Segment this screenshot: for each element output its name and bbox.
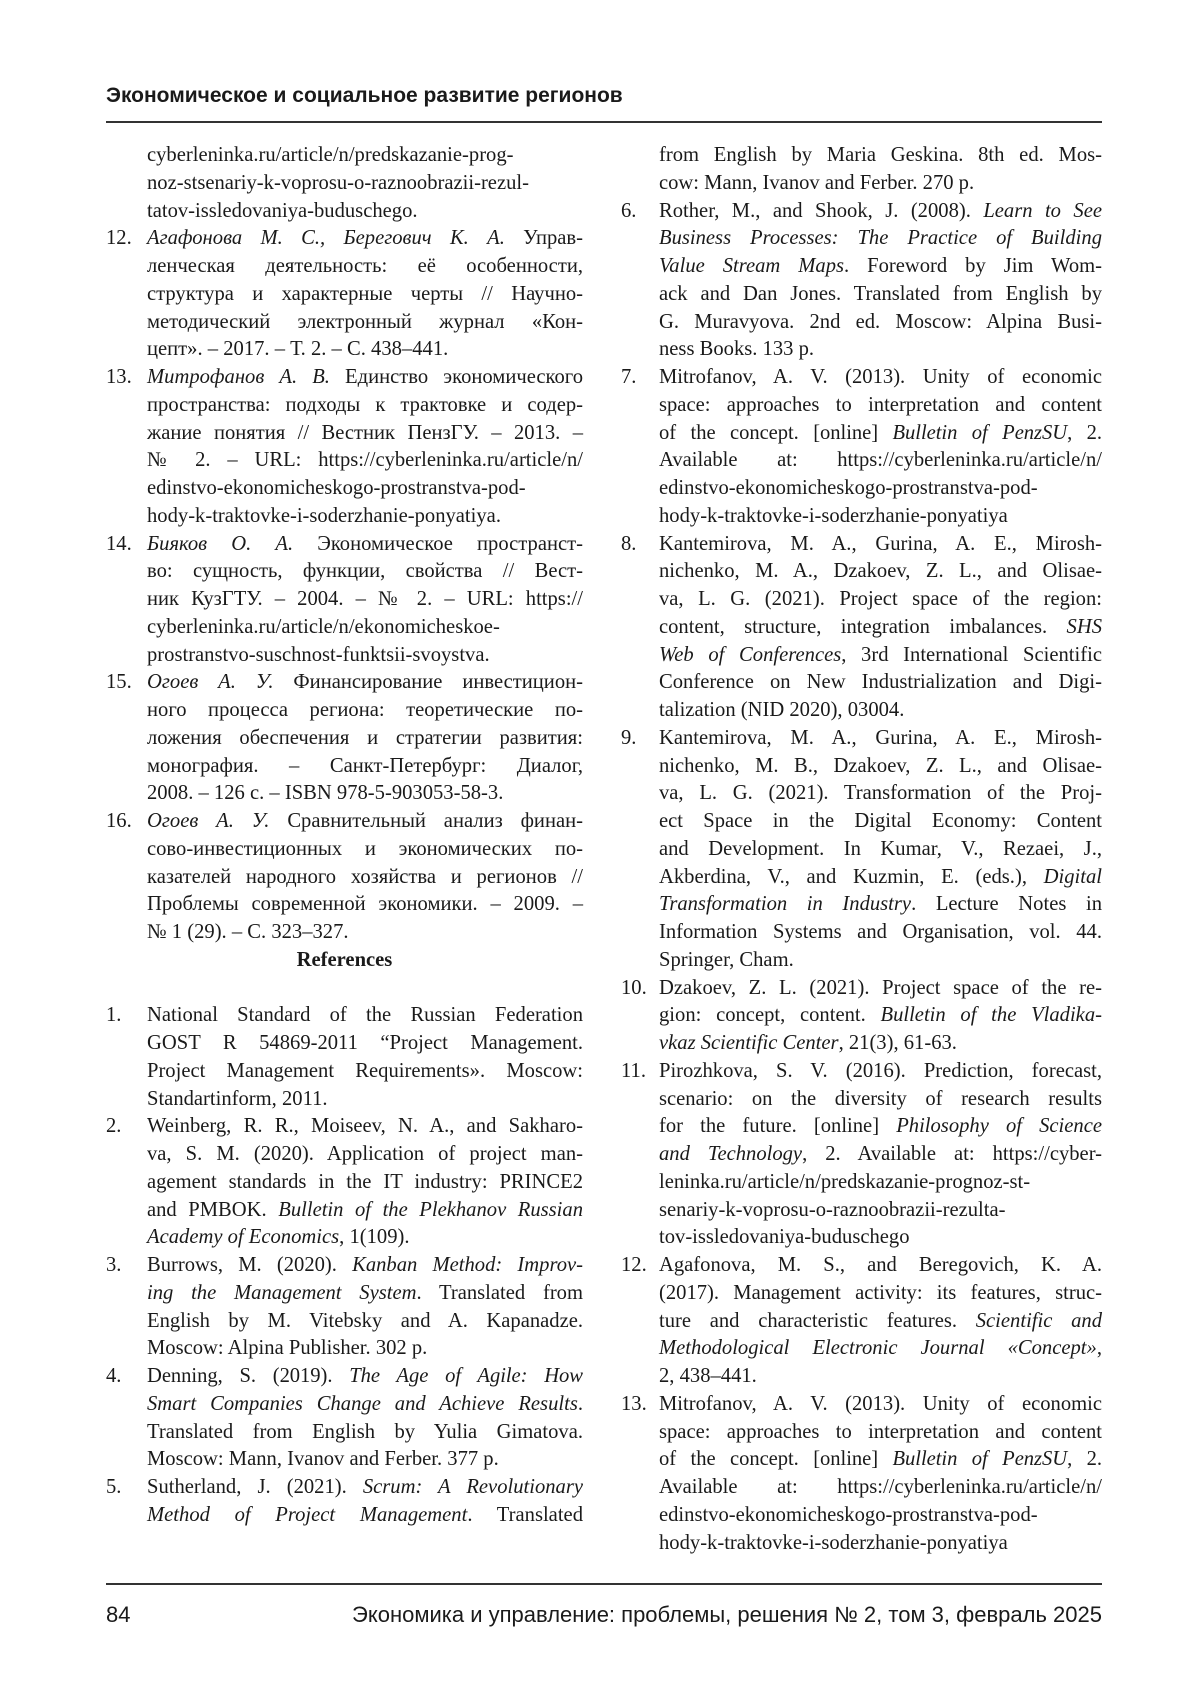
line-text: во: сущность, функции, свойства // Вест- bbox=[147, 560, 583, 582]
text-line bbox=[147, 1419, 583, 1447]
text-line bbox=[147, 919, 583, 947]
line-text: ness Books. 133 p. bbox=[659, 338, 814, 360]
italic-title: Scientific and bbox=[976, 1310, 1102, 1332]
italic-title: Digital bbox=[1044, 866, 1102, 888]
line-text: Project Management Requirements». Moscow: bbox=[147, 1060, 583, 1082]
line-text: nichenko, M. A., Dzakoev, Z. L., and Olisae- bbox=[659, 560, 1102, 582]
line-text: of the concept. [online] bbox=[659, 1448, 893, 1470]
text-line bbox=[659, 1030, 1102, 1058]
text-line bbox=[659, 753, 1102, 781]
text-line bbox=[147, 475, 583, 503]
text-line bbox=[147, 614, 583, 642]
text-line bbox=[147, 1002, 583, 1030]
text-line bbox=[621, 142, 1102, 170]
reference-number: 14. bbox=[106, 531, 132, 559]
line-text: space: approaches to interpretation and content bbox=[659, 1421, 1102, 1443]
text-line bbox=[147, 420, 583, 448]
italic-title: Academy of Economics bbox=[147, 1226, 339, 1248]
line-text: Сравнительный анализ финан- bbox=[269, 810, 583, 832]
line-text: , 2. bbox=[1067, 422, 1102, 444]
text-line bbox=[147, 753, 583, 781]
reference-number: 13. bbox=[621, 1391, 647, 1419]
line-text: cyberleninka.ru/article/n/predskazanie-prog- bbox=[147, 144, 514, 166]
line-text: tov-issledovaniya-buduschego bbox=[659, 1226, 910, 1248]
italic-title: Митрофанов А. В. bbox=[147, 366, 330, 388]
text-line bbox=[659, 1530, 1102, 1558]
line-text: . Translated bbox=[467, 1504, 583, 1526]
line-text: монография. – Санкт-Петербург: Диалог, bbox=[147, 755, 583, 777]
line-text: va, L. G. (2021). Project space of the region: bbox=[659, 588, 1102, 610]
line-text: tatov-issledovaniya-buduschego. bbox=[147, 200, 418, 222]
line-text: for the future. [online] bbox=[659, 1115, 896, 1137]
text-line bbox=[147, 281, 583, 309]
italic-title: Learn to See bbox=[983, 200, 1102, 222]
text-line bbox=[147, 1308, 583, 1336]
italic-title: Bulletin of PenzSU bbox=[893, 1448, 1068, 1470]
line-text: of the concept. [online] bbox=[659, 422, 893, 444]
text-line bbox=[659, 642, 1102, 670]
line-text: Denning, S. (2019). bbox=[147, 1365, 349, 1387]
line-text: Rother, M., and Shook, J. (2008). bbox=[659, 200, 983, 222]
text-line bbox=[147, 225, 583, 253]
italic-title: Бияков О. А. bbox=[147, 533, 293, 555]
text-line bbox=[147, 531, 583, 559]
text-line bbox=[147, 780, 583, 808]
text-line bbox=[147, 586, 583, 614]
text-line bbox=[147, 1335, 583, 1363]
line-text: Akberdina, V., and Kuzmin, E. (eds.), bbox=[659, 866, 1044, 888]
text-line bbox=[147, 1446, 583, 1474]
right-column bbox=[621, 142, 1102, 1557]
line-text: Kantemirova, M. A., Gurina, A. E., Mirosh- bbox=[659, 533, 1102, 555]
line-text: Mitrofanov, A. V. (2013). Unity of economic bbox=[659, 1393, 1102, 1415]
line-text: leninka.ru/article/n/predskazanie-prognoz-st- bbox=[659, 1171, 1030, 1193]
reference-entry bbox=[621, 1058, 1102, 1252]
reference-number: 13. bbox=[106, 364, 132, 392]
text-line bbox=[621, 170, 1102, 198]
line-text: Moscow: Alpina Publisher. 302 p. bbox=[147, 1337, 427, 1359]
text-line bbox=[106, 142, 583, 170]
line-text: казателей народного хозяйства и регионов // bbox=[147, 866, 583, 888]
line-text: and Development. In Kumar, V., Rezaei, J., bbox=[659, 838, 1102, 860]
line-text: hody-k-traktovke-i-soderzhanie-ponyatiya bbox=[659, 505, 1008, 527]
reference-number: 9. bbox=[621, 725, 636, 753]
english-reference-list-continued bbox=[621, 198, 1102, 1558]
text-line bbox=[659, 947, 1102, 975]
text-line bbox=[659, 503, 1102, 531]
line-text: жание понятия // Вестник ПензГУ. – 2013. – bbox=[147, 422, 583, 444]
italic-title: Transformation in Industry bbox=[659, 893, 911, 915]
line-text: , 1(109). bbox=[339, 1226, 409, 1248]
reference-entry bbox=[106, 531, 583, 670]
line-text: Dzakoev, Z. L. (2021). Project space of the re- bbox=[659, 977, 1102, 999]
italic-title: vkaz Scientific Center bbox=[659, 1032, 839, 1054]
line-text: senariy-k-voprosu-o-raznoobrazii-rezulta- bbox=[659, 1199, 1006, 1221]
text-line bbox=[659, 1113, 1102, 1141]
text-line bbox=[106, 170, 583, 198]
text-line bbox=[659, 1419, 1102, 1447]
text-line bbox=[659, 614, 1102, 642]
text-line bbox=[659, 1446, 1102, 1474]
text-line bbox=[659, 253, 1102, 281]
line-text: № 1 (29). – С. 323–327. bbox=[147, 921, 349, 943]
italic-title: Philosophy of Science bbox=[896, 1115, 1102, 1137]
reference-number: 8. bbox=[621, 531, 636, 559]
line-text: цепт». – 2017. – Т. 2. – С. 438–441. bbox=[147, 338, 448, 360]
text-line bbox=[147, 697, 583, 725]
reference-number: 16. bbox=[106, 808, 132, 836]
text-line bbox=[659, 1335, 1102, 1363]
running-header-title: Экономическое и социальное развитие регионов bbox=[106, 82, 623, 110]
line-text: noz-stsenariy-k-voprosu-o-raznoobrazii-rezul- bbox=[147, 172, 529, 194]
italic-title: and Technology bbox=[659, 1143, 802, 1165]
text-line bbox=[659, 1363, 1102, 1391]
italic-title: Bulletin of the Plekhanov Russian bbox=[278, 1199, 583, 1221]
line-text: hody-k-traktovke-i-soderzhanie-ponyatiya. bbox=[147, 505, 501, 527]
italic-title: Агафонова М. С., Берегович К. А. bbox=[147, 227, 505, 249]
line-text: edinstvo-ekonomicheskogo-prostranstva-pod- bbox=[659, 477, 1038, 499]
line-text: ник КузГТУ. – 2004. – № 2. – URL: https:// bbox=[147, 588, 583, 610]
text-line bbox=[659, 1391, 1102, 1419]
text-line bbox=[147, 836, 583, 864]
text-line bbox=[659, 420, 1102, 448]
reference-number: 1. bbox=[106, 1002, 121, 1030]
line-text: Управ- bbox=[505, 227, 583, 249]
text-line bbox=[659, 1224, 1102, 1252]
text-line bbox=[659, 336, 1102, 364]
line-text: , bbox=[1097, 1337, 1102, 1359]
line-text: пространства: подходы к трактовке и содер- bbox=[147, 394, 583, 416]
reference-entry bbox=[621, 725, 1102, 975]
english-reference-list bbox=[106, 1002, 583, 1529]
line-text: ture and characteristic features. bbox=[659, 1310, 976, 1332]
line-text: Pirozhkova, S. V. (2016). Prediction, forecast, bbox=[659, 1060, 1102, 1082]
text-line bbox=[659, 975, 1102, 1003]
line-text: ack and Dan Jones. Translated from English by bbox=[659, 283, 1102, 305]
line-text: prostranstvo-suschnost-funktsii-svoystva. bbox=[147, 644, 490, 666]
italic-title: Method of Project Management bbox=[147, 1504, 467, 1526]
reference-entry bbox=[621, 1252, 1102, 1391]
text-line bbox=[147, 392, 583, 420]
text-line bbox=[659, 1252, 1102, 1280]
italic-title: Bulletin of the Vladika- bbox=[880, 1004, 1102, 1026]
text-line bbox=[147, 1141, 583, 1169]
line-text: Weinberg, R. R., Moiseev, N. A., and Sakharo- bbox=[147, 1115, 583, 1137]
header-divider bbox=[106, 121, 1102, 123]
text-line bbox=[659, 669, 1102, 697]
line-text: Kantemirova, M. A., Gurina, A. E., Mirosh- bbox=[659, 727, 1102, 749]
line-text: and PMBOK. bbox=[147, 1199, 278, 1221]
line-text: Available at: https://cyberleninka.ru/article/n/ bbox=[659, 449, 1102, 471]
line-text: gion: concept, content. bbox=[659, 1004, 880, 1026]
italic-title: Bulletin of PenzSU bbox=[893, 422, 1068, 444]
text-line bbox=[659, 1169, 1102, 1197]
line-text: № 2. – URL: https://cyberleninka.ru/article/n/ bbox=[147, 449, 583, 471]
text-line bbox=[147, 1474, 583, 1502]
line-text: National Standard of the Russian Federation bbox=[147, 1004, 583, 1026]
text-line bbox=[147, 503, 583, 531]
text-line bbox=[147, 1502, 583, 1530]
italic-title: Огоев А. У. bbox=[147, 671, 274, 693]
text-line bbox=[659, 1308, 1102, 1336]
line-text: 2008. – 126 с. – ISBN 978-5-903053-58-3. bbox=[147, 782, 503, 804]
line-text: cyberleninka.ru/article/n/ekonomicheskoe- bbox=[147, 616, 500, 638]
text-line bbox=[659, 1502, 1102, 1530]
text-line bbox=[147, 1058, 583, 1086]
reference-entry bbox=[621, 975, 1102, 1058]
reference-number: 12. bbox=[106, 225, 132, 253]
text-line bbox=[659, 891, 1102, 919]
text-line bbox=[147, 669, 583, 697]
text-line bbox=[659, 808, 1102, 836]
text-line bbox=[659, 309, 1102, 337]
line-text: Sutherland, J. (2021). bbox=[147, 1476, 363, 1498]
line-text: методический электронный журнал «Кон- bbox=[147, 311, 583, 333]
text-line bbox=[659, 198, 1102, 226]
line-text: va, S. M. (2020). Application of project man- bbox=[147, 1143, 583, 1165]
text-line bbox=[659, 1002, 1102, 1030]
line-text: space: approaches to interpretation and content bbox=[659, 394, 1102, 416]
line-text: agement standards in the IT industry: PRINCE2 bbox=[147, 1171, 583, 1193]
line-text: ного процесса региона: теоретические по- bbox=[147, 699, 583, 721]
line-text: English by M. Vitebsky and A. Kapanadze. bbox=[147, 1310, 583, 1332]
text-line bbox=[147, 1280, 583, 1308]
page-number: 84 bbox=[106, 1601, 130, 1629]
text-line bbox=[147, 1030, 583, 1058]
text-line bbox=[147, 1363, 583, 1391]
italic-title: Огоев А. У. bbox=[147, 810, 269, 832]
text-line bbox=[147, 447, 583, 475]
italic-title: Value Stream Maps bbox=[659, 255, 844, 277]
italic-title: Scrum: A Revolutionary bbox=[363, 1476, 583, 1498]
reference-entry bbox=[106, 1002, 583, 1113]
text-line bbox=[147, 1224, 583, 1252]
text-line bbox=[147, 364, 583, 392]
line-text: , 2. Available at: https://cyber- bbox=[802, 1143, 1102, 1165]
line-text: Mitrofanov, A. V. (2013). Unity of economic bbox=[659, 366, 1102, 388]
reference-number: 15. bbox=[106, 669, 132, 697]
text-line bbox=[659, 1197, 1102, 1225]
text-line bbox=[106, 198, 583, 226]
text-line bbox=[147, 1197, 583, 1225]
journal-footer: Экономика и управление: проблемы, решения № 2, том 3, февраль 2025 bbox=[352, 1601, 1102, 1629]
line-text: . Lecture Notes in bbox=[911, 893, 1102, 915]
reference-number: 7. bbox=[621, 364, 636, 392]
italic-title: Smart Companies Change and Achieve Results bbox=[147, 1393, 578, 1415]
line-text: cow: Mann, Ivanov and Ferber. 270 p. bbox=[659, 172, 974, 194]
line-text: hody-k-traktovke-i-soderzhanie-ponyatiya bbox=[659, 1532, 1008, 1554]
reference-entry bbox=[621, 364, 1102, 531]
line-text: сово-инвестиционных и экономических по- bbox=[147, 838, 583, 860]
line-text: (2017). Management activity: its features, struc- bbox=[659, 1282, 1102, 1304]
italic-title: ing the Management System bbox=[147, 1282, 416, 1304]
text-line bbox=[147, 1169, 583, 1197]
text-line bbox=[659, 558, 1102, 586]
text-line bbox=[659, 475, 1102, 503]
line-text: scenario: on the diversity of research results bbox=[659, 1088, 1102, 1110]
line-text: nichenko, M. B., Dzakoev, Z. L., and Olisae- bbox=[659, 755, 1102, 777]
reference-entry bbox=[621, 531, 1102, 725]
reference-entry bbox=[106, 225, 583, 364]
reference-entry bbox=[106, 1363, 583, 1474]
continuation-text bbox=[106, 142, 583, 225]
reference-entry bbox=[106, 669, 583, 808]
line-text: GOST R 54869-2011 “Project Management. bbox=[147, 1032, 583, 1054]
line-text: ложения обеспечения и стратегии развития: bbox=[147, 727, 583, 749]
italic-title: Methodological Electronic Journal «Concept» bbox=[659, 1337, 1097, 1359]
reference-number: 2. bbox=[106, 1113, 121, 1141]
references-heading: References bbox=[106, 947, 583, 975]
line-text: Moscow: Mann, Ivanov and Ferber. 377 p. bbox=[147, 1448, 499, 1470]
line-text: Standartinform, 2011. bbox=[147, 1088, 328, 1110]
reference-number: 5. bbox=[106, 1474, 121, 1502]
text-line bbox=[659, 1058, 1102, 1086]
text-line bbox=[659, 364, 1102, 392]
text-line bbox=[147, 725, 583, 753]
line-text: ect Space in the Digital Economy: Content bbox=[659, 810, 1102, 832]
text-line bbox=[147, 558, 583, 586]
line-text: va, L. G. (2021). Transformation of the Proj- bbox=[659, 782, 1102, 804]
line-text: G. Muravyova. 2nd ed. Moscow: Alpina Busi- bbox=[659, 311, 1102, 333]
reference-number: 3. bbox=[106, 1252, 121, 1280]
text-line bbox=[147, 309, 583, 337]
reference-number: 4. bbox=[106, 1363, 121, 1391]
line-text: Springer, Cham. bbox=[659, 949, 794, 971]
line-text: Проблемы современной экономики. – 2009. – bbox=[147, 893, 583, 915]
footer-divider bbox=[106, 1583, 1102, 1585]
text-line bbox=[659, 392, 1102, 420]
left-column bbox=[106, 142, 583, 1530]
line-text: Экономическое пространст- bbox=[293, 533, 583, 555]
text-line bbox=[147, 891, 583, 919]
text-line bbox=[659, 836, 1102, 864]
text-line bbox=[659, 586, 1102, 614]
line-text: 2, 438–441. bbox=[659, 1365, 757, 1387]
italic-title: Web of Conferences bbox=[659, 644, 841, 666]
reference-entry bbox=[106, 808, 583, 947]
line-text: edinstvo-ekonomicheskogo-prostranstva-pod- bbox=[659, 1504, 1038, 1526]
text-line bbox=[659, 281, 1102, 309]
reference-entry bbox=[106, 364, 583, 531]
line-text: , 2. bbox=[1067, 1448, 1102, 1470]
continuation-text bbox=[621, 142, 1102, 198]
text-line bbox=[147, 1391, 583, 1419]
line-text: edinstvo-ekonomicheskogo-prostranstva-pod- bbox=[147, 477, 526, 499]
line-text: Conference on New Industrialization and Digi- bbox=[659, 671, 1102, 693]
text-line bbox=[147, 1113, 583, 1141]
reference-number: 11. bbox=[621, 1058, 646, 1086]
line-text: from English by Maria Geskina. 8th ed. Mos- bbox=[659, 144, 1102, 166]
line-text: . bbox=[578, 1393, 583, 1415]
text-line bbox=[659, 531, 1102, 559]
line-text: , 21(3), 61-63. bbox=[839, 1032, 957, 1054]
text-line bbox=[659, 780, 1102, 808]
text-line bbox=[659, 1474, 1102, 1502]
text-line bbox=[659, 225, 1102, 253]
text-line bbox=[147, 864, 583, 892]
text-line bbox=[147, 253, 583, 281]
line-text: Available at: https://cyberleninka.ru/article/n/ bbox=[659, 1476, 1102, 1498]
line-text: Burrows, M. (2020). bbox=[147, 1254, 352, 1276]
text-line bbox=[659, 1280, 1102, 1308]
italic-title: Kanban Method: Improv- bbox=[352, 1254, 583, 1276]
italic-title: The Age of Agile: How bbox=[349, 1365, 583, 1387]
line-text: ленческая деятельность: её особенности, bbox=[147, 255, 583, 277]
text-line bbox=[659, 1141, 1102, 1169]
reference-number: 10. bbox=[621, 975, 647, 1003]
line-text: . Foreword by Jim Wom- bbox=[844, 255, 1102, 277]
italic-title: SHS bbox=[1067, 616, 1102, 638]
line-text: . Translated from bbox=[416, 1282, 583, 1304]
line-text: Information Systems and Organisation, vol. 44. bbox=[659, 921, 1102, 943]
reference-number: 6. bbox=[621, 198, 636, 226]
text-line bbox=[659, 725, 1102, 753]
italic-title: Business Processes: The Practice of Building bbox=[659, 227, 1102, 249]
text-line bbox=[659, 919, 1102, 947]
russian-reference-list bbox=[106, 225, 583, 947]
reference-entry bbox=[106, 1474, 583, 1530]
line-text: Единство экономического bbox=[330, 366, 583, 388]
text-line bbox=[147, 1086, 583, 1114]
line-text: Translated from English by Yulia Gimatova. bbox=[147, 1421, 583, 1443]
line-text: Финансирование инвестицион- bbox=[274, 671, 583, 693]
reference-entry bbox=[106, 1113, 583, 1252]
text-line bbox=[147, 336, 583, 364]
text-line bbox=[659, 864, 1102, 892]
line-text: content, structure, integration imbalances. bbox=[659, 616, 1067, 638]
text-line bbox=[147, 808, 583, 836]
text-line bbox=[659, 447, 1102, 475]
text-line bbox=[659, 697, 1102, 725]
line-text: структура и характерные черты // Научно- bbox=[147, 283, 583, 305]
reference-entry bbox=[621, 198, 1102, 365]
text-line bbox=[147, 1252, 583, 1280]
line-text: talization (NID 2020), 03004. bbox=[659, 699, 904, 721]
line-text: Agafonova, M. S., and Beregovich, K. A. bbox=[659, 1254, 1102, 1276]
reference-number: 12. bbox=[621, 1252, 647, 1280]
text-line bbox=[147, 642, 583, 670]
reference-entry bbox=[621, 1391, 1102, 1558]
text-line bbox=[659, 1086, 1102, 1114]
line-text: , 3rd International Scientific bbox=[841, 644, 1102, 666]
reference-entry bbox=[106, 1252, 583, 1363]
